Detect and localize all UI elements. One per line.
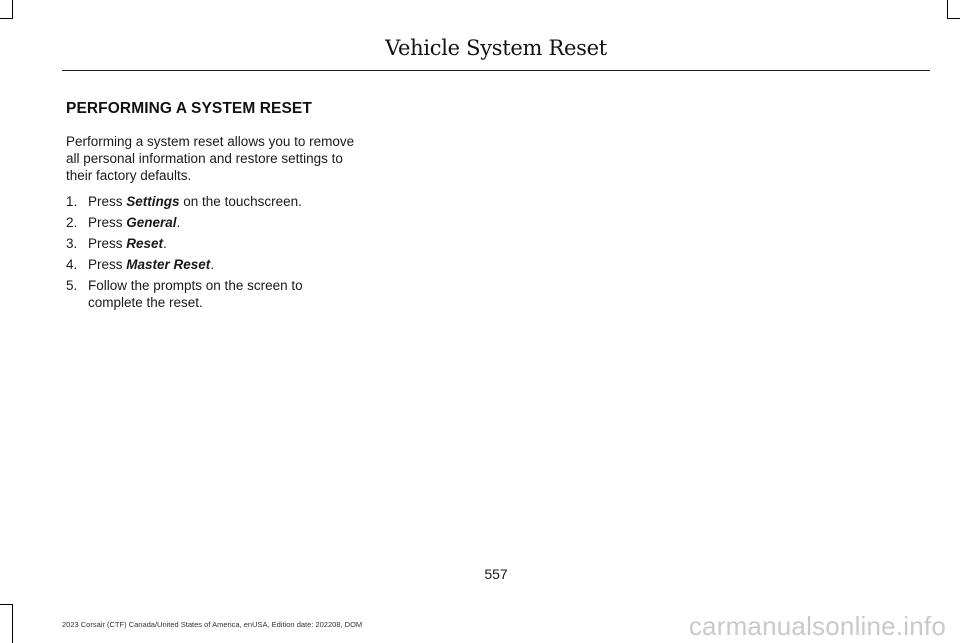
watermark-text: carmanualsonline.info — [688, 611, 946, 641]
crop-mark-bottom-left-vertical — [12, 604, 13, 643]
intro-paragraph: Performing a system reset allows you to remove all personal information and restore settings to their factory defaults. — [66, 134, 355, 183]
step-emphasis: Reset — [126, 236, 164, 251]
step-text-after: . — [210, 257, 215, 272]
step-text — [88, 277, 356, 311]
step-text-before: Follow the prompts on the screen to complete the reset. — [88, 278, 303, 310]
step-text-before: Press — [88, 257, 127, 272]
reset-steps-list — [66, 193, 356, 311]
step-text-before: Press — [88, 236, 127, 251]
edition-footer: 2023 Corsair (CTF) Canada/United States of America, enUSA, Edition date: 202208, DOM — [62, 620, 363, 629]
step-text — [88, 214, 180, 231]
step-text — [88, 193, 302, 210]
header-divider — [62, 70, 930, 71]
section-heading: PERFORMING A SYSTEM RESET — [66, 100, 312, 117]
crop-mark-top-right-horizontal — [947, 18, 960, 19]
crop-mark-top-right-vertical — [947, 0, 948, 18]
step-text-before: Press — [88, 194, 127, 209]
crop-mark-top-left-vertical — [12, 0, 13, 18]
step-emphasis: General — [126, 215, 177, 230]
step-item — [66, 235, 356, 252]
main-content — [66, 100, 356, 315]
step-text — [88, 235, 167, 252]
step-text — [88, 256, 214, 273]
step-item — [66, 214, 356, 231]
step-item — [66, 256, 356, 273]
step-number: 2. — [66, 215, 78, 230]
step-number: 5. — [66, 278, 78, 293]
step-number: 1. — [66, 194, 78, 209]
crop-mark-top-left-horizontal — [0, 18, 13, 19]
step-text-after: on the touchscreen. — [179, 194, 302, 209]
step-emphasis: Settings — [126, 194, 180, 209]
page-number: 557 — [484, 566, 508, 582]
step-text-after: . — [176, 215, 181, 230]
page-header-title: Vehicle System Reset — [385, 36, 607, 60]
step-text-before: Press — [88, 215, 127, 230]
step-number: 4. — [66, 257, 78, 272]
step-text-after: . — [163, 236, 167, 251]
step-item — [66, 193, 356, 210]
step-emphasis: Master Reset — [126, 257, 211, 272]
step-number: 3. — [66, 236, 78, 251]
step-item — [66, 277, 356, 311]
